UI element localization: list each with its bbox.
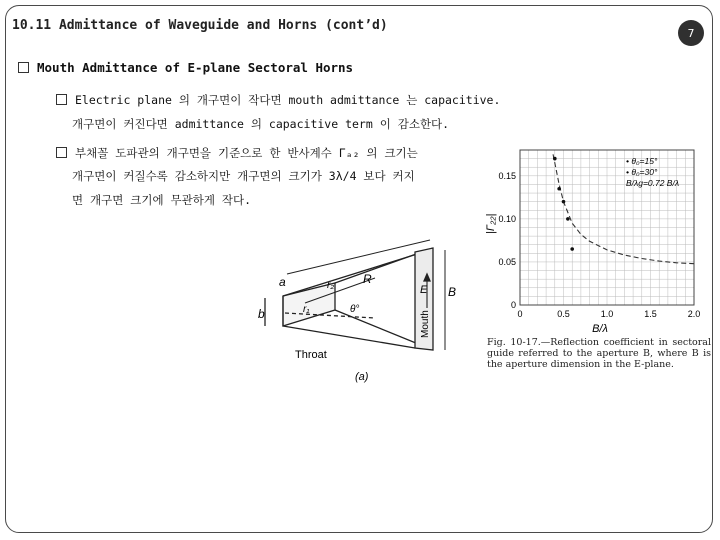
label-b: b — [258, 307, 265, 321]
data-point — [566, 217, 570, 221]
x-tick-label: 1.5 — [644, 309, 657, 319]
data-point — [557, 187, 561, 191]
data-point — [562, 200, 566, 204]
label-B: B — [448, 285, 457, 299]
chart-grid — [520, 150, 694, 305]
y-tick-label: 0.05 — [498, 256, 516, 267]
label-a: a — [279, 275, 286, 289]
label-theta: θ° — [350, 304, 360, 315]
chart-legend — [626, 156, 679, 188]
y-tick-label: 0 — [510, 300, 516, 310]
checkbox-bullet-icon — [56, 147, 67, 158]
label-sub: (a) — [355, 371, 369, 383]
label-throat: Throat — [295, 349, 327, 361]
data-point — [570, 247, 574, 251]
checkbox-bullet-icon — [18, 62, 29, 73]
bullet-2-line-3: 면 개구면 크기에 무관하게 작다. — [72, 193, 252, 207]
reflection-chart — [482, 140, 710, 335]
label-r1: r₁ — [303, 304, 310, 315]
label-R: R — [363, 272, 372, 286]
horn-diagram — [255, 238, 470, 388]
bullet-2-line-1: 부채꼴 도파관의 개구면을 기준으로 한 반사계수 Γₐ₂ 의 크기는 — [75, 146, 418, 160]
checkbox-bullet-icon — [56, 94, 67, 105]
bullet-2-line-2: 개구면이 커질수록 감소하지만 개구면의 크기가 3λ/4 보다 커지 — [72, 169, 415, 183]
bullet-1-line-1: Electric plane 의 개구면이 작다면 mouth admittance 는 capacitive. — [75, 93, 501, 107]
heading-text: Mouth Admittance of E-plane Sectoral Horns — [37, 60, 354, 75]
x-tick-label: 0.5 — [557, 309, 570, 319]
x-tick-label: 2.0 — [687, 309, 701, 319]
data-point — [553, 157, 557, 161]
legend-entry: B/λg=0.72 B/λ — [626, 178, 680, 188]
x-tick-label: 1.0 — [600, 309, 614, 319]
y-tick-label: 0.10 — [498, 213, 516, 224]
label-E: E — [420, 284, 428, 296]
x-tick-label: 0 — [517, 309, 523, 319]
bullet-1 — [56, 92, 500, 108]
chart-y-label: |Γ₂₂| — [485, 213, 497, 234]
legend-entry: • θ₀=15° — [626, 156, 658, 166]
legend-entry: • θ₀=30° — [626, 167, 658, 177]
section-heading — [18, 60, 353, 75]
chart-x-label: B/λ — [592, 323, 608, 335]
figure-caption: Fig. 10-17.—Reflection coefficient in sectoral guide referred to the aperture B, where B is the aperture dimension in the E-plane. — [487, 337, 711, 370]
bullet-2 — [56, 145, 418, 161]
bullet-1-line-2: 개구면이 커진다면 admittance 의 capacitive term 이 감소한다. — [72, 117, 450, 131]
chart-curve — [553, 154, 694, 263]
page-number: 7 — [678, 20, 704, 46]
slide-title: 10.11 Admittance of Waveguide and Horns (cont’d) — [12, 18, 388, 33]
label-r2: r₂ — [327, 280, 335, 291]
y-tick-label: 0.15 — [498, 170, 516, 181]
label-mouth: Mouth — [420, 310, 431, 338]
